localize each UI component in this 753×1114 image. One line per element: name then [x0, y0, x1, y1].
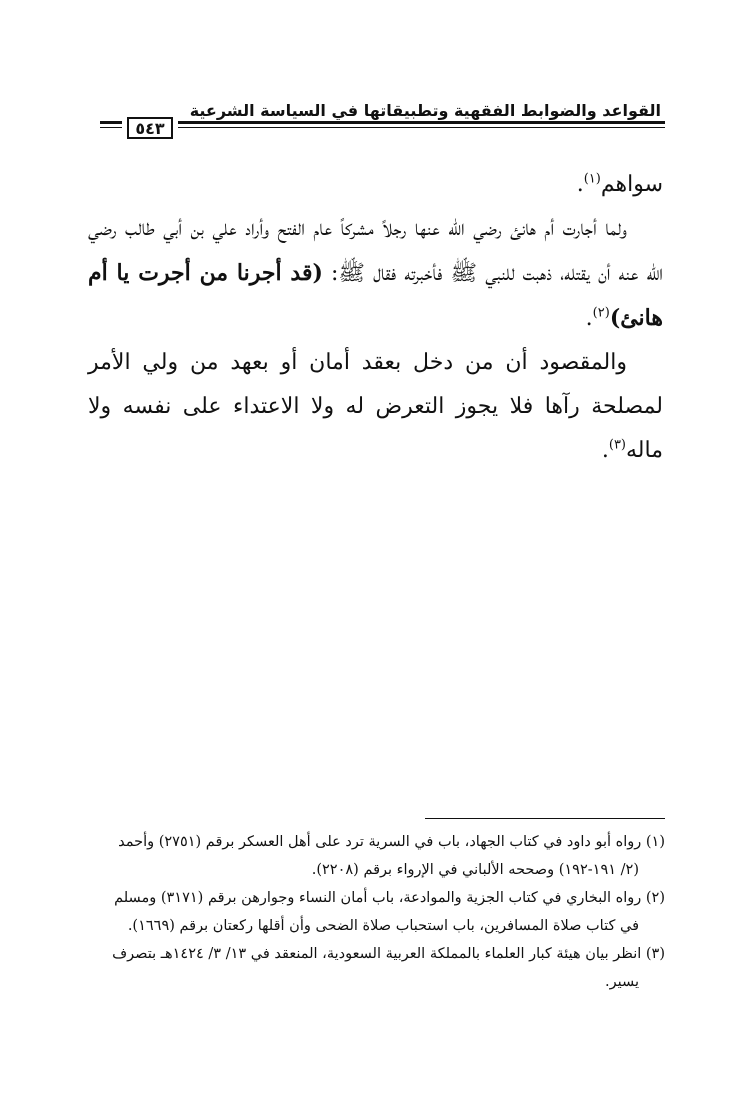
footnote-separator	[425, 818, 665, 819]
paragraph-1-end: .	[576, 172, 584, 197]
paragraph-1	[88, 163, 663, 207]
footnote-2-line-1: (٢) رواه البخاري في كتاب الجزية والموادعة، باب أمان النساء وجوارهن برقم (٣١٧١) ومسلم	[114, 890, 665, 906]
header-rule-left-thin	[100, 127, 122, 128]
paragraph-3	[88, 341, 663, 473]
header-rule-left-thick	[100, 121, 122, 124]
footnote-ref-3: (٣)	[608, 437, 626, 453]
footnote-2-line-2: في كتاب صلاة المسافرين، باب استحباب صلاة الضحى وأن أقلها ركعتان برقم (١٦٦٩).	[127, 918, 639, 934]
paragraph-3-text: والمقصود أن من دخل بعقد أمان أو بعهد من ولي الأمر لمصلحة رآها فلا يجوز التعرض له ولا الاعتداء على نفسه ولا ماله	[88, 350, 663, 463]
paragraph-3-end: .	[601, 438, 609, 463]
running-title: القواعد والضوابط الفقهية وتطبيقاتها في السياسة الشرعية	[189, 101, 661, 120]
paragraph-2-text: ولما أجارت أم هانئ رضي الله عنها رجلاً مشركاً عام الفتح وأراد علي بن أبي طالب رضي الله عنه أن يقتله، ذهبت للنبي ﷺ فأخبرته فقال ﷺ:	[88, 216, 663, 286]
paragraph-2-end: .	[585, 306, 593, 331]
main-text	[88, 163, 663, 473]
footnote-3-line-1: (٣) انظر بيان هيئة كبار العلماء بالمملكة العربية السعودية، المنعقد في ١٣/ ٣/ ١٤٢٤هـ بتصرف	[112, 946, 665, 962]
footnote-ref-2: (٢)	[592, 305, 610, 321]
footnote-1-line-2: (٢/ ١٩١-١٩٢) وصححه الألباني في الإرواء برقم (٢٢٠٨).	[311, 862, 639, 878]
footnote-3-line-2: يسير.	[605, 974, 639, 990]
paragraph-2	[88, 207, 663, 341]
hadith-quote: (قد أجرنا من أجرت يا أم هانئ)	[88, 260, 663, 331]
page-number: ٥٤٣	[127, 117, 173, 139]
header-rule-right-thick	[178, 121, 665, 124]
footnotes	[85, 828, 665, 996]
footnote-1-line-1: (١) رواه أبو داود في كتاب الجهاد، باب في السرية ترد على أهل العسكر برقم (٢٧٥١) وأحمد	[118, 834, 665, 850]
footnote-ref-1: (١)	[583, 171, 601, 187]
header-rule-right-thin	[178, 127, 665, 128]
paragraph-1-text: سواهم	[600, 172, 663, 197]
